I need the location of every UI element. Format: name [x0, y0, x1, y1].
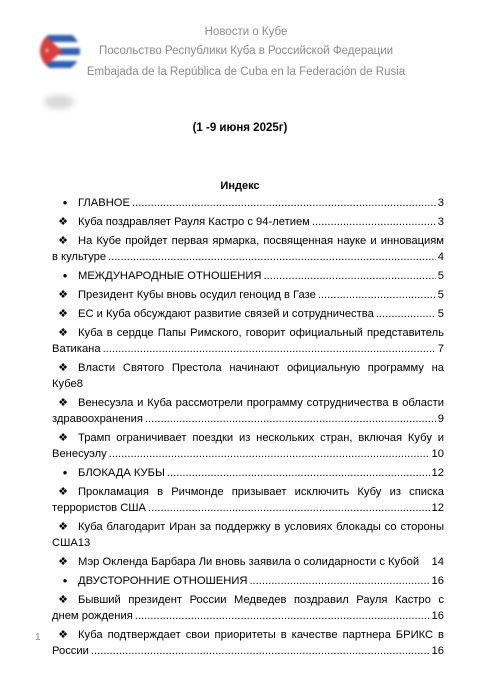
toc-page-number: 9	[437, 413, 444, 425]
toc-page-number: 16	[431, 610, 444, 622]
bullet-icon: •	[62, 268, 68, 283]
toc-entry-title: БЛОКАДА КУБЫ	[78, 467, 165, 479]
toc-page-number: 16	[431, 645, 444, 657]
toc-page-number: 3	[437, 197, 444, 209]
date-range: (1 -9 июня 2025г)	[192, 122, 288, 134]
toc-entry[interactable]	[52, 325, 444, 357]
toc-entry[interactable]	[52, 554, 444, 570]
toc-entry-title-cont: Кубе	[52, 378, 77, 390]
toc-entry[interactable]	[52, 395, 444, 427]
toc-entry-title: Венесуэла и Куба рассмотрели программу сотрудничества в области	[78, 397, 444, 409]
dot-leader	[167, 465, 430, 481]
diamond-bullet-icon: ❖	[58, 521, 68, 533]
toc-entry-title: Куба в сердце Папы Римского, говорит официальный представитель	[78, 327, 444, 339]
diamond-bullet-icon: ❖	[58, 289, 68, 301]
toc-entry[interactable]	[52, 233, 444, 265]
toc-entry-title: Власти Святого Престола начинают официальную программу на	[78, 362, 444, 374]
dot-leader	[376, 306, 436, 322]
dot-leader	[145, 411, 436, 427]
toc-page-number: 5	[437, 270, 444, 282]
dot-leader	[318, 287, 436, 303]
spacer	[52, 659, 444, 662]
toc-entry-title-cont: террористов США	[52, 502, 147, 514]
toc-entry[interactable]	[52, 360, 444, 392]
toc-entry-title-cont: здравоохранения	[52, 413, 143, 425]
toc-entry[interactable]	[52, 627, 444, 659]
toc-entry-title: Бывший президент России Медведев поздравил Рауля Кастро с	[78, 594, 444, 606]
toc-page-number: 8	[76, 378, 83, 390]
toc-entry-title: ДВУСТОРОННИЕ ОТНОШЕНИЯ	[78, 575, 248, 587]
dot-leader	[103, 341, 436, 357]
toc-entry[interactable]	[52, 287, 444, 303]
toc-entry[interactable]	[52, 484, 444, 516]
toc-section[interactable]	[52, 268, 444, 284]
toc-page-number: 12	[431, 502, 444, 514]
toc-page-number: 3	[437, 216, 444, 228]
toc-page-number: 4	[437, 251, 444, 263]
toc-entry-title: Куба подтверждает свои приоритеты в качестве партнера БРИКС в	[78, 629, 444, 641]
toc-page-number: 13	[77, 537, 91, 549]
page-number: 1	[35, 632, 41, 643]
diamond-bullet-icon: ❖	[58, 397, 68, 409]
diamond-bullet-icon: ❖	[58, 308, 68, 320]
toc-entry-title-cont: в культуре	[52, 251, 107, 263]
diamond-bullet-icon: ❖	[58, 486, 68, 498]
toc-entry[interactable]	[52, 306, 444, 322]
dot-leader	[132, 195, 436, 211]
toc-page-number: 16	[431, 575, 444, 587]
toc-entry-title: Прокламация в Ричмонде призывает исключить Кубу из списка	[78, 486, 444, 498]
diamond-bullet-icon: ❖	[58, 594, 68, 606]
logo-shadow	[44, 95, 74, 109]
dot-leader	[312, 214, 436, 230]
bullet-icon: •	[62, 195, 68, 210]
toc-page-number: 5	[437, 289, 444, 301]
diamond-bullet-icon: ❖	[58, 432, 68, 444]
toc-title: Индекс	[220, 180, 260, 192]
toc-entry-title-cont: США	[52, 537, 78, 549]
header-title: Новости о Кубе	[204, 26, 288, 38]
dot-leader	[91, 643, 430, 659]
toc-entry[interactable]	[52, 214, 444, 230]
toc-section[interactable]	[52, 195, 444, 211]
toc-page-number: 12	[431, 467, 444, 479]
toc-entry-title: Куба поздравляет Рауля Кастро с 94-летием	[78, 216, 310, 228]
diamond-bullet-icon: ❖	[58, 629, 68, 641]
toc-entry-title-cont: днем рождения	[52, 610, 133, 622]
toc-entry-title: Куба благодарит Иран за поддержку в условиях блокады со стороны	[78, 521, 444, 533]
toc-section[interactable]	[52, 465, 444, 481]
toc-entry[interactable]	[52, 592, 444, 624]
toc-page-number: 5	[437, 308, 444, 320]
toc-page-number: 14	[431, 556, 444, 568]
toc-page-number: 10	[431, 448, 444, 460]
dot-leader	[135, 608, 430, 624]
diamond-bullet-icon: ❖	[58, 556, 68, 568]
diamond-bullet-icon: ❖	[58, 327, 68, 339]
toc-page-number: 7	[437, 343, 444, 355]
toc-entry[interactable]	[52, 519, 444, 551]
toc-entry-title: Президент Кубы вновь осудил геноцид в Газе	[78, 289, 316, 301]
toc-entry-title: МЕЖДУНАРОДНЫЕ ОТНОШЕНИЯ	[78, 270, 262, 282]
dot-leader	[264, 268, 436, 284]
diamond-bullet-icon: ❖	[58, 362, 68, 374]
header-embassy-ru: Посольство Республики Куба в Российской Федерации	[98, 45, 394, 57]
diamond-bullet-icon: ❖	[58, 235, 68, 247]
toc-entry-title: Мэр Окленда Барбара Ли вновь заявила о солидарности с Кубой	[78, 556, 420, 568]
toc-section[interactable]	[52, 573, 444, 589]
diamond-bullet-icon: ❖	[58, 216, 68, 228]
toc-entry-title: На Кубе пройдет первая ярмарка, посвященная науке и инновациям	[78, 235, 444, 247]
toc-entry-title-cont: России	[52, 645, 89, 657]
toc-entry-title-cont: Венесуэлу	[52, 448, 107, 460]
header-embassy-es: Embajada de la República de Cuba en la Federación de Rusia	[86, 66, 406, 78]
toc-entry-title: ЕС и Куба обсуждают развитие связей и сотрудничества	[78, 308, 374, 320]
toc-entry-title: Трамп ограничивает поездки из нескольких стран, включая Кубу и	[78, 432, 444, 444]
toc-entry-title: ГЛАВНОЕ	[78, 197, 130, 209]
dot-leader	[148, 500, 430, 516]
bullet-icon: •	[62, 465, 68, 480]
bullet-icon: •	[62, 573, 68, 588]
dot-leader	[109, 446, 430, 462]
toc-entry-title-cont: Ватикана	[52, 343, 101, 355]
dot-leader	[108, 249, 436, 265]
table-of-contents	[52, 195, 444, 662]
dot-leader	[249, 573, 429, 589]
toc-entry[interactable]	[52, 430, 444, 462]
